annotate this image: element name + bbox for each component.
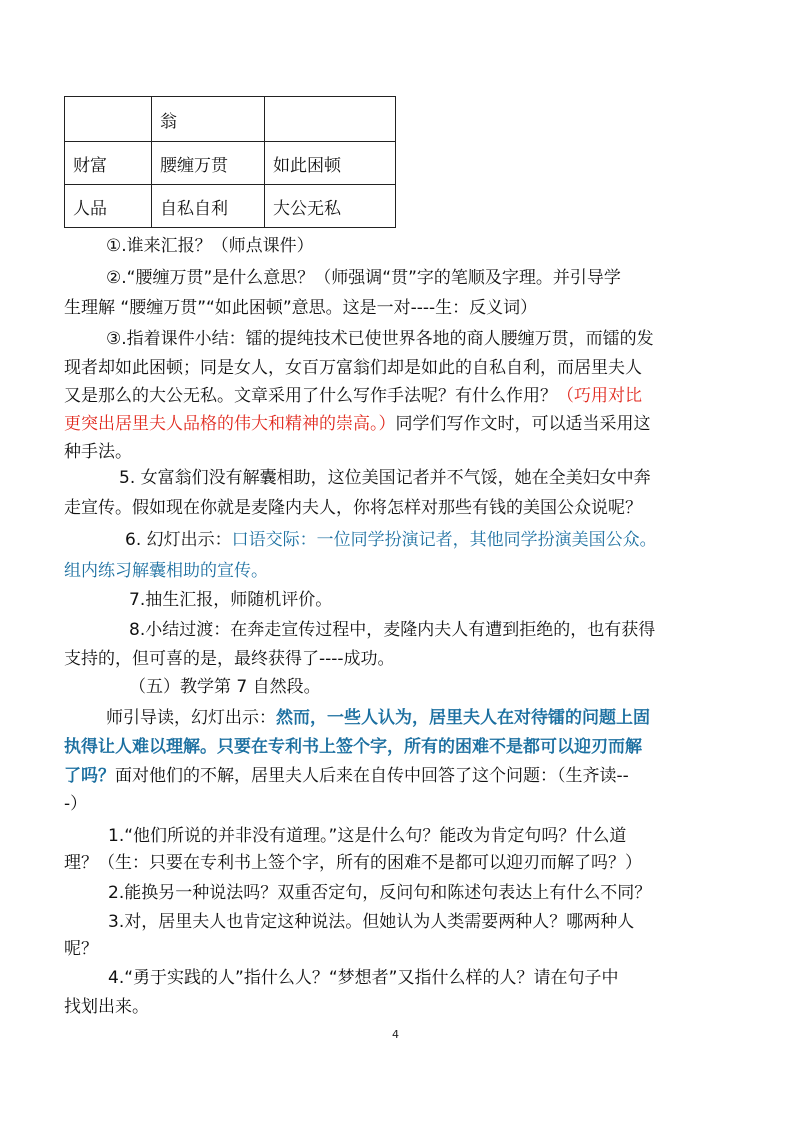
- text-line: [64, 766, 629, 786]
- table-cell: 翁: [152, 97, 265, 142]
- table-row: [65, 185, 396, 228]
- text-line: 走宣传。假如现在你就是麦隆内夫人，你将怎样对那些有钱的美国公众说呢？: [64, 498, 642, 518]
- text-line: 组内练习解囊相助的宣传。: [64, 561, 268, 581]
- text-run: 师引导读，幻灯出示：: [106, 708, 276, 728]
- text-line: 4.“勇于实践的人”指什么人？“梦想者”又指什么样的人？请在句子中: [108, 968, 619, 988]
- text-line: ②.“腰缠万贯”是什么意思？（师强调“贯”字的笔顺及字理。并引导学: [106, 268, 621, 288]
- text-run: 6. 幻灯出示：: [125, 530, 232, 550]
- highlight-blue: 口语交际：一位同学扮演记者，其他同学扮演美国公众。: [231, 530, 657, 550]
- text-line: 8.小结过渡：在奔走宣传过程中，麦隆内夫人有遭到拒绝的，也有获得: [129, 620, 656, 640]
- text-line: 1.“他们所说的并非没有道理。”这是什么句？能改为肯定句吗？什么道: [108, 826, 627, 846]
- table-cell: 自私自利: [152, 185, 265, 228]
- text-line: [106, 708, 650, 728]
- text-line: 2.能换另一种说法吗？双重否定句，反问句和陈述句表达上有什么不同？: [108, 883, 652, 903]
- text-line: ③.指着课件小结：镭的提纯技术已使世界各地的商人腰缠万贯，而镭的发: [106, 329, 654, 349]
- text-line: [64, 386, 642, 406]
- table-cell: 大公无私: [265, 185, 396, 228]
- text-line: 找划出来。: [64, 997, 149, 1017]
- text-line: ①.谁来汇报？（师点课件）: [106, 236, 314, 256]
- text-line: -）: [64, 794, 88, 814]
- text-line: 执得让人难以理解。只要在专利书上签个字，所有的困难不是都可以迎刃而解: [64, 737, 642, 757]
- table-cell: 如此困顿: [265, 142, 396, 185]
- text-line: 支持的，但可喜的是，最终获得了----成功。: [64, 649, 395, 669]
- text-line: [64, 414, 651, 434]
- table-cell: 人品: [65, 185, 152, 228]
- highlight-red: 更突出居里夫人品格的伟大和精神的崇高。）: [64, 414, 396, 434]
- table-row: [65, 97, 396, 142]
- text-line: 7.抽生汇报，师随机评价。: [129, 590, 333, 610]
- text-line: 种手法。: [64, 442, 132, 462]
- table-cell: [265, 97, 396, 142]
- text-line: 5. 女富翁们没有解囊相助，这位美国记者并不气馁，她在全美妇女中奔: [119, 468, 651, 488]
- table-cell: 财富: [65, 142, 152, 185]
- text-line: 呢？: [64, 939, 98, 959]
- text-line: 生理解 “腰缠万贯”“如此困顿”意思。这是一对----生：反义词）: [64, 298, 538, 318]
- table-row: [65, 142, 396, 185]
- text-line: （五）教学第 7 自然段。: [129, 677, 321, 697]
- text-run: 同学们写作文时，可以适当采用这: [395, 414, 651, 434]
- table-cell: 腰缠万贯: [152, 142, 265, 185]
- highlight-red: （巧用对比: [557, 386, 642, 406]
- text-line: [125, 530, 657, 550]
- text-line: 理？（生：只要在专利书上签个字，所有的困难不是都可以迎刃而解了吗？）: [64, 853, 642, 873]
- comparison-table: [64, 96, 396, 228]
- page-number: 4: [392, 1028, 399, 1041]
- text-run: 又是那么的大公无私。文章采用了什么写作手法呢？有什么作用？: [64, 386, 557, 406]
- highlight-blue: 了吗？: [64, 766, 115, 786]
- highlight-blue: 然而，一些人认为，居里夫人在对待镭的问题上固: [276, 708, 650, 728]
- text-run: 面对他们的不解，居里夫人后来在自传中回答了这个问题：（生齐读--: [115, 766, 629, 786]
- text-line: 现者却如此困顿；同是女人，女百万富翁们却是如此的自私自利，而居里夫人: [64, 358, 642, 378]
- table-cell: [65, 97, 152, 142]
- text-line: 3.对，居里夫人也肯定这种说法。但她认为人类需要两种人？哪两种人: [108, 912, 635, 932]
